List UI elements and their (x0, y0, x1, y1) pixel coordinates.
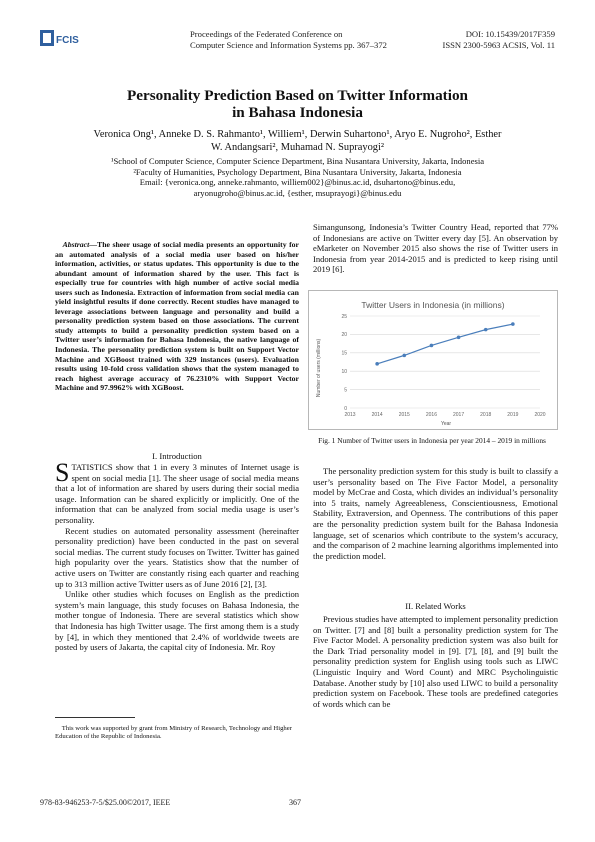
footnote: This work was supported by grant from Ministry of Research, Technology and Higher Education of the Republic of Indonesia. (55, 725, 292, 741)
y-tick-label: 10 (341, 369, 347, 375)
section-heading-introduction: I. Introduction (152, 451, 202, 461)
introduction-body (55, 458, 299, 653)
chart-title: Twitter Users in Indonesia (in millions) (361, 300, 505, 310)
data-point (484, 328, 488, 332)
x-tick-label: 2015 (398, 412, 410, 418)
twitter-users-chart (308, 290, 558, 430)
abstract-label: Abstract (62, 240, 90, 249)
x-tick-label: 2013 (344, 412, 356, 418)
header-doi: DOI: 10.15439/2017F359 (465, 29, 555, 39)
page-number: 367 (289, 798, 301, 807)
svg-text:FCIS: FCIS (56, 35, 79, 46)
header-issn: ISSN 2300-5963 ACSIS, Vol. 11 (442, 40, 555, 50)
chart-xlabel: Year (440, 421, 452, 427)
authors-line-2: W. Andangsari², Muhamad N. Suprayogi² (211, 141, 384, 153)
data-point (375, 362, 379, 366)
affiliation-1: ¹School of Computer Science, Computer Science Department, Bina Nusantara University, Jakarta, Indonesia (110, 156, 485, 166)
publisher-logo (40, 28, 88, 48)
abstract (55, 240, 299, 393)
x-tick-label: 2019 (507, 412, 519, 418)
title-line-2: in Bahasa Indonesia (232, 104, 363, 121)
data-point (430, 344, 434, 348)
x-tick-label: 2017 (453, 412, 465, 418)
data-point (457, 336, 461, 340)
right-paragraph-3: Previous studies have attempted to implement personality prediction on Twitter. [7] and [8] built a personality prediction system for The Five Factor Model. A personality prediction system was also built for the Dark Triad personality model in [9]. [7], [8], and [9] built the personality prediction system for English using tools such as LIWC (Linguistic Inquiry and Word Count) and MRC Psycholinguistic Database. Another study by [10] also used LIWC to build a personality prediction system on Facebook. These tools are predefined categories of words which can be (313, 614, 558, 709)
header-left-line2: Computer Science and Information Systems pp. 367–372 (190, 40, 387, 50)
intro-paragraph-3: Unlike other studies which focuses on English as the prediction system’s main language, this study focuses on Bahasa Indonesia, the mother tongue of Indonesia. There are several statistics which show that Indonesia has high Twitter usage. The first among them is a study by [4], in which they mentioned that 2.4% of worldwide tweets are posted by users of Jakarta, the capital city of Indonesia. Mr. Roy (55, 589, 299, 653)
abstract-text: —The sheer usage of social media presents an opportunity for an automated analysis of a social media user based on his/her information, activities, or status updates. This opportunity is due to the abundant amount of information shared by the user. This fact is especially true for countries with high number of active social media users such as Indonesia. Extraction of information from social media can yield insightful results if done correctly. Recent studies have managed to leverage associations between language and personality and build a personality prediction system based on those associations. The current study attempts to build a personality prediction system based on a Twitter user’s information for Bahasa Indonesia, the native language of Indonesia. The personality prediction system is built on Support Vector Machine and XGBoost trained with 329 instances (users). Evaluation results using 10-fold cross validation shows that the system managed to reach highest average accuracy of 76.2310% with Support Vector Machine and 97.9962% with XGBoost. (55, 240, 299, 393)
x-tick-label: 2020 (534, 412, 546, 418)
intro-paragraph-1: STATISTICS show that 1 in every 3 minutes of Internet usage is spent on social media [1]. The sheer usage of social media means that a lot of information are shared by users during their social media usage. Information can be shared explicitly or implicitly. One of the information that can be analyzed from social media usage is user’s personality. (55, 458, 299, 525)
chart-ylabel: Number of users (millions) (316, 338, 322, 398)
figure-caption: Fig. 1 Number of Twitter users in Indonesia per year 2014 – 2019 in millions (318, 436, 546, 445)
y-tick-label: 25 (341, 313, 347, 320)
y-tick-label: 20 (341, 332, 347, 339)
drop-cap: S (55, 458, 70, 487)
paper-title (60, 87, 535, 121)
y-tick-label: 5 (344, 387, 347, 394)
section-heading-related-works: II. Related Works (405, 601, 466, 611)
authors (55, 129, 540, 154)
footer-isbn: 978-83-946253-7-5/$25.00©2017, IEEE (40, 798, 171, 807)
intro-paragraph-2: Recent studies on automated personality assessment (hereinafter personality prediction) have been conducted in the past on several social medias. The current study focuses on Twitter. Twitter has gained high popularity over the years. Statistics show that the number of active users on Twitter are constantly rising each quarter and reaching up to 313 million active Twitter users as of June 2016 [2], [3]. (55, 525, 299, 589)
y-tick-label: 0 (344, 405, 347, 412)
data-point (402, 354, 406, 358)
header-left-line1: Proceedings of the Federated Conference on (190, 29, 343, 39)
footnote-rule (55, 717, 135, 718)
x-tick-label: 2018 (480, 412, 492, 418)
right-paragraph-1: Simangunsong, Indonesia’s Twitter Country Head, reported that 77% of Indonesians are active on Twitter every day [5]. An observation by eMarketer on November 2015 also shows the rise of Twitter users in Indonesia from year 2014-2015 and is predicted to keep rising until 2019 [6]. (313, 222, 558, 275)
x-tick-label: 2016 (425, 412, 437, 418)
affiliation-2: ²Faculty of Humanities, Psychology Department, Bina Nusantara University, Jakarta, Indonesia (133, 166, 462, 177)
email-line-2: aryonugroho@binus.ac.id, {esther, msuprayogi}@binus.edu (193, 187, 402, 198)
x-tick-label: 2014 (371, 412, 383, 418)
data-point (511, 322, 515, 326)
chart-svg (308, 290, 558, 430)
authors-line-1: Veronica Ong¹, Anneke D. S. Rahmanto¹, Williem¹, Derwin Suhartono¹, Aryo E. Nugroho², Esther (93, 129, 502, 140)
right-paragraph-2: The personality prediction system for this study is built to classify a user’s personality based on The Five Factor Model, a personality model by McCrae and Costa, which divides an individual’s personality into 5 traits, namely Agreeableness, Conscientiousness, Emotional Stability, Extraversion, and Openness. The contributions of this paper are the personality prediction system built for the Bahasa Indonesia language, set of scenarios which contribute to the system’s accuracy, and the comparison of 2 machine learning algorithms implemented into the prediction model. (313, 466, 558, 561)
y-tick-label: 15 (341, 350, 347, 357)
email-line-1: Email: {veronica.ong, anneke.rahmanto, williem002}@binus.ac.id, dsuhartono@binus.edu, (139, 177, 456, 188)
affiliations (40, 156, 555, 198)
title-line-1: Personality Prediction Based on Twitter Information (127, 87, 468, 104)
